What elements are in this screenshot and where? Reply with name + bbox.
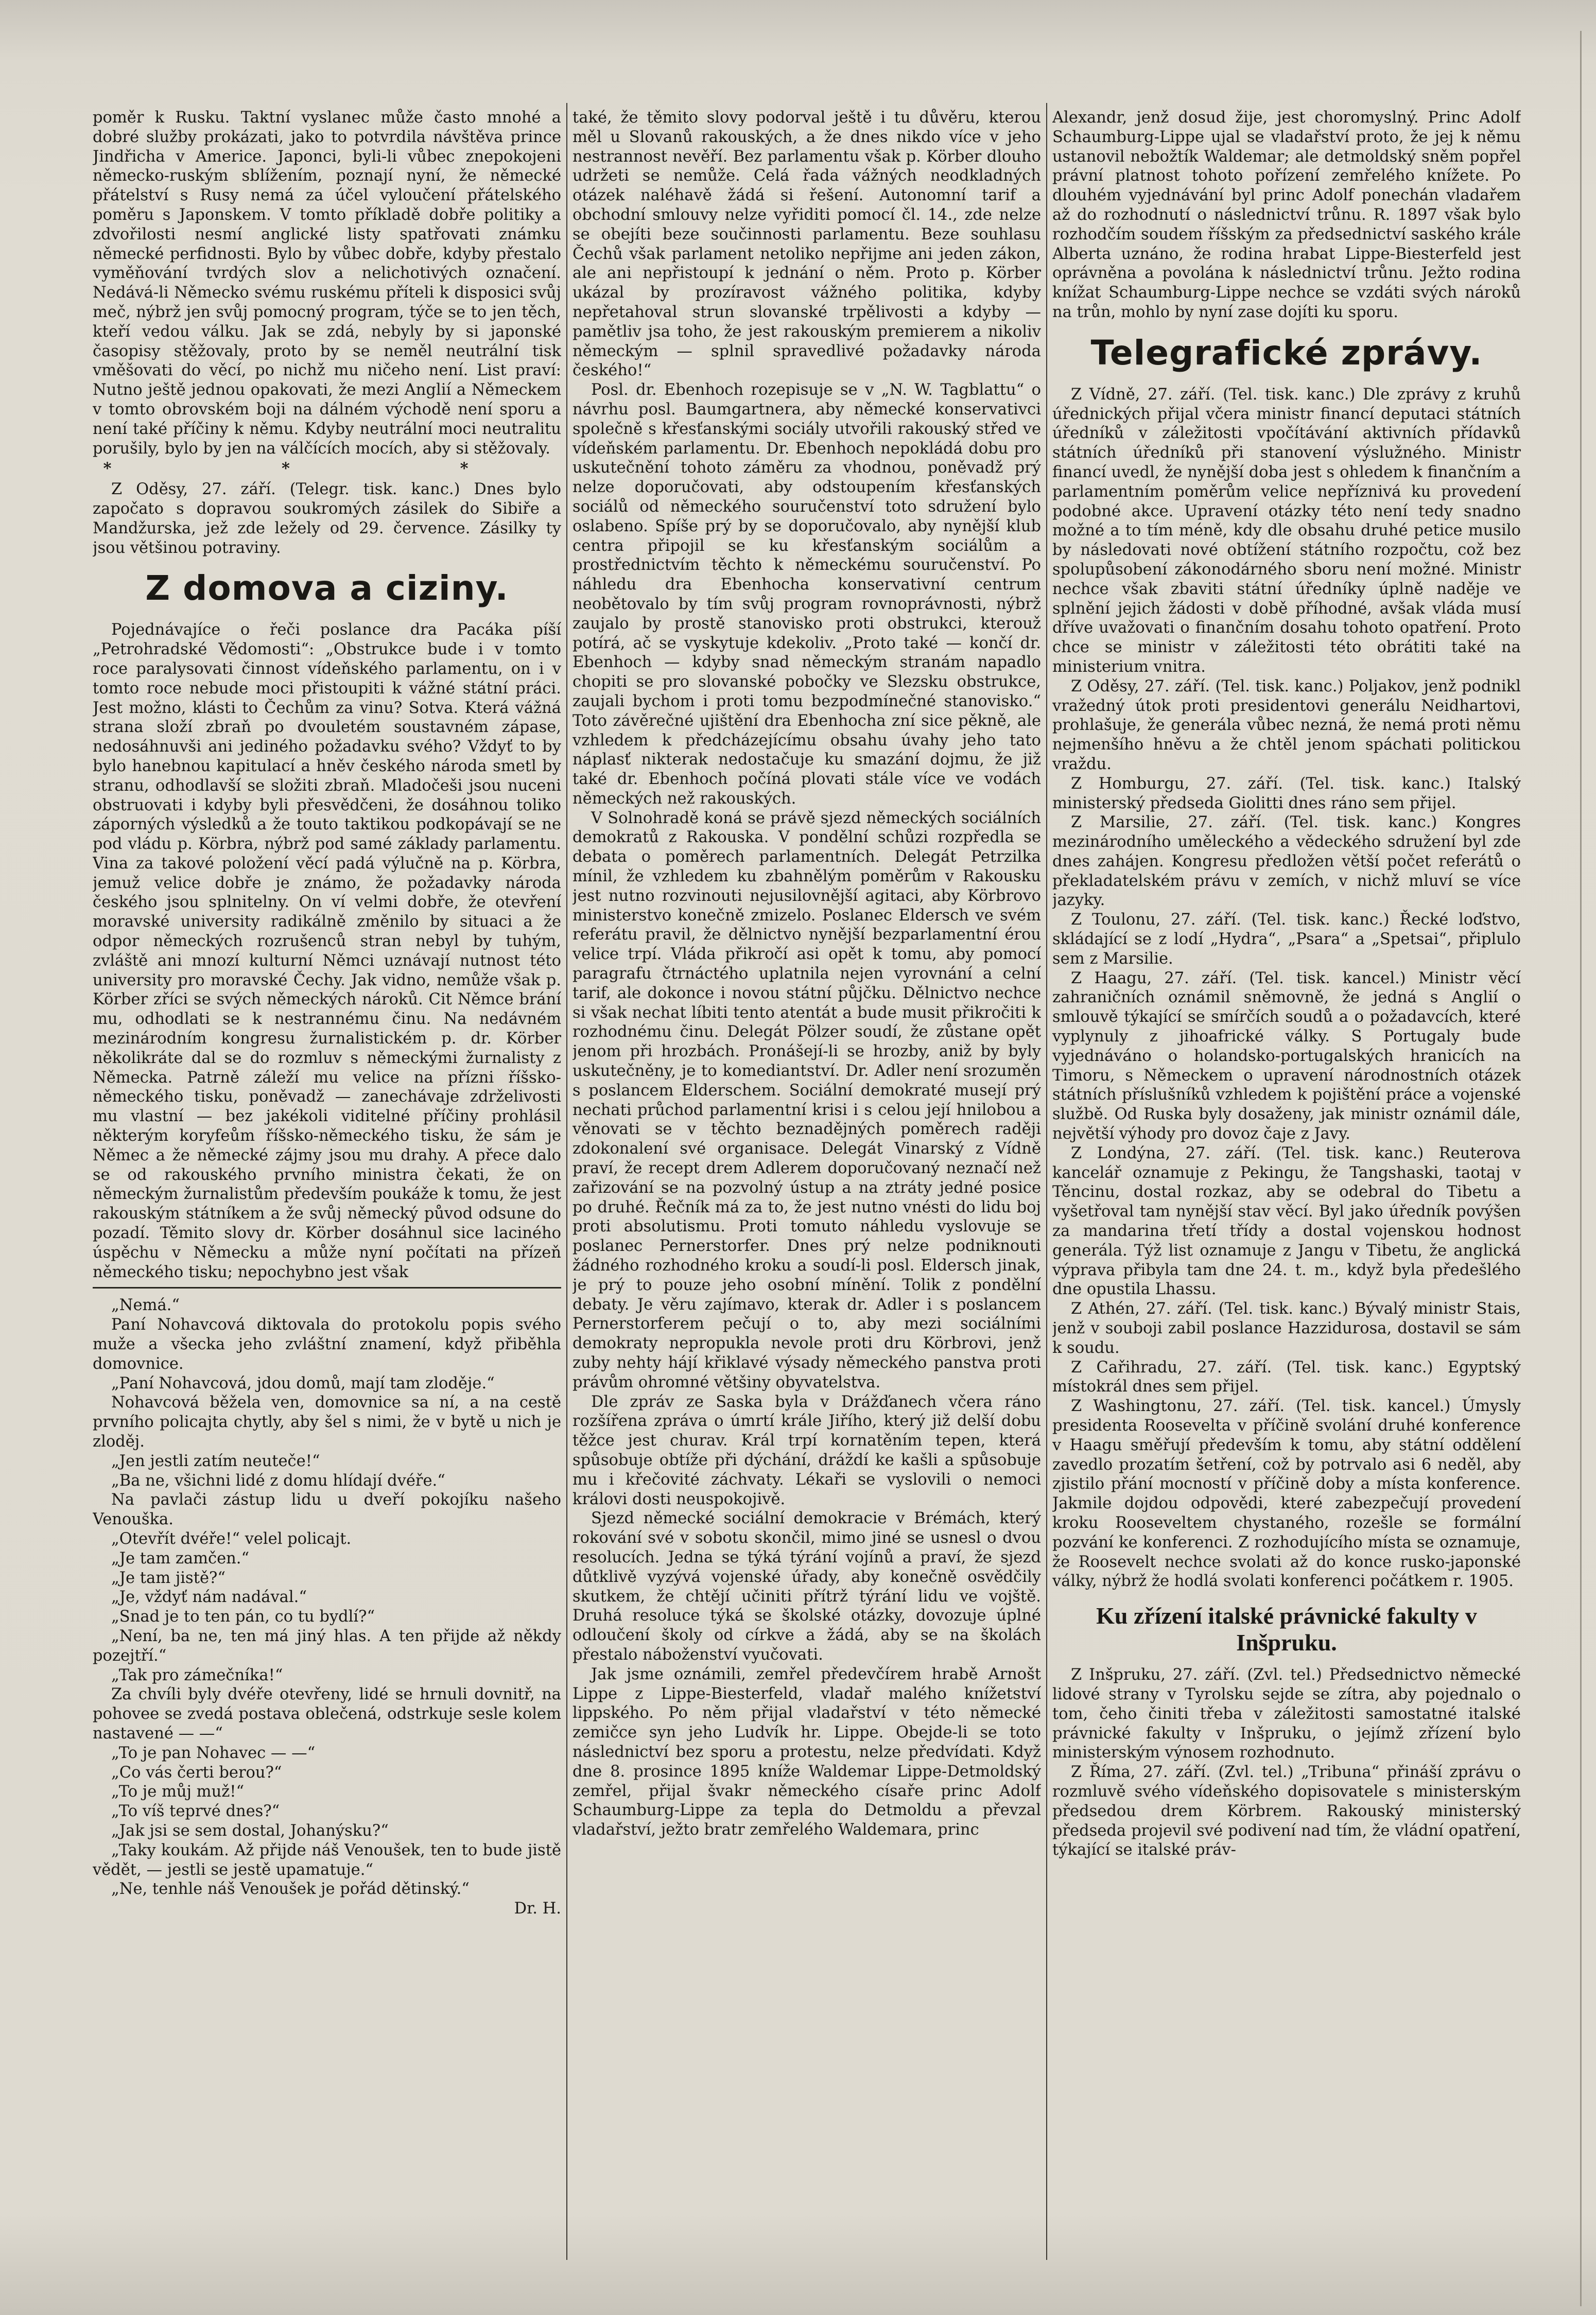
column-3 (1052, 108, 1521, 2260)
article-text: Dle zpráv ze Saska byla v Drážďanech včera ráno rozšířena zpráva o úmrtí krále Jiřího, který již delší dobu těžce jest churav. Král trpí kornatěním tepen, která spůsobuje obtíže při dýchání, dráždí ke kašli a spůsobuje mu i křečovité záchvaty. Lékaři se vyslovili o nemoci královi dosti neuspokojivě. (573, 1393, 1041, 1508)
author-signature: Dr. H. (514, 1900, 561, 1918)
story-paragraph: „To je pan Nohavec — —“ (111, 1744, 316, 1762)
story-paragraph: „To víš teprvé dnes?“ (111, 1802, 280, 1821)
telegram-item: Z Washingtonu, 27. září. (Tel. tisk. kancel.) Úmysly presidenta Roosevelta v příčině svolání druhé konference v Haagu směřují především k tomu, aby státní oddělení zavedlo prozatím šetření, což by potrvalo asi 6 neděl, aby zjistilo přání mocností v příčině doby a místa konference. Jakmile dojdou odpovědi, které zabezpečují provedení kroku Rooseveltem chystaného, rozešle se formální pozvání ke konferenci. Z rozhodujícího místa se oznamuje, že Roosevelt nechce svolati až do konce rusko-japonské války, nýbrž že hodlá svolati konferenci počátkem r. 1905. (1052, 1397, 1521, 1591)
article-text: Posl. dr. Ebenhoch rozepisuje se v „N. W. Tagblattu“ o návrhu posl. Baumgartnera, aby německé konservativci společně s křesťanskými sociály utvořili rakouský střed ve vídeňském parlamentu. Dr. Ebenhoch nepokládá dobu pro uskutečnění tohoto záměru za vhodnou, poněvadž prý nelze doporučovati, aby odstoupením křesťanských sociálů od německého souručenství toto sdružení bylo oslabeno. Spíše prý by se doporučovalo, aby nynější klub centra připojil se ku křesťanským sociálům a prostřednictvím těchto k německému souručenství. Po náhledu dra Ebenhocha konservativní centrum neobětovalo by tím svůj program rovnoprávnosti, nýbrž zaujalo by prostě stanovisko proti obstrukci, kterouž potírá, ač se vyskytuje kdekoliv. „Proto také — končí dr. Ebenhoch — kdyby snad německým stranám napadlo chopiti se pro slovanské pobočky ve Slezsku obstrukce, zaujali bychom i proti tomu bezpodmínečné stanovisko.“ Toto závěrečné ujištění dra Ebenhocha zní sice pěkně, ale vzhledem k předcházejícímu obsahu úvahy jeho tato náplasť nikterak nedostačuje ku smazání dojmu, že již také dr. Ebenhoch počíná plovati stále více ve vodách německých než rakouských. (573, 381, 1041, 808)
story-paragraph: „Snad je to ten pán, co tu bydlí?“ (111, 1608, 375, 1626)
story-paragraph: „Je tam jistě?“ (111, 1569, 225, 1587)
story-paragraph: „Taky koukám. Až přijde náš Venoušek, ten to bude jistě vědět, — jestli se jestě upamatuje.“ (93, 1841, 561, 1879)
telegram-item: Z Toulonu, 27. září. (Tel. tisk. kanc.) Řecké loďstvo, skládající se z lodí „Hydra“, „Psara“ a „Spetsai“, připlulo sem z Marsilie. (1052, 911, 1521, 968)
telegram-item: Z Homburgu, 27. září. (Tel. tisk. kanc.) Italský ministerský předseda Giolitti dnes ráno sem přijel. (1052, 774, 1521, 812)
column-1 (93, 108, 561, 2260)
article-text: V Solnohradě koná se právě sjezd německých sociálních demokratů z Rakouska. V pondělní schůzi rozpředla se debata o poměrech parlamentních. Delegát Petrzilka mínil, že vzhledem ku zbahnělým poměrům v Rakousku jest nutno rozvinouti nejusilovnější agitaci, aby Körbrovo ministerstvo konečně zmizelo. Poslanec Eldersch ve svém referátu pravil, že dělnictvo nynější bezparlamentní érou velice trpí. Vláda přikročí asi opět k tomu, aby pomocí paragrafu čtrnáctého uplatnila nejen vyrovnání a celní tarif, ale dokonce i novou státní půjčku. Dělnictvo nechce si však nechat líbiti tento atentát a bude musit přikročiti k rozhodnému činu. Delegát Pölzer soudí, že zůstane opět jenom při hrozbách. Pronášejí-li se hrozby, aniž by byly uskutečněny, je to komediantství. Dr. Adler není srozuměn s poslancem Elderschem. Sociální demokraté musejí prý nechati průchod parlamentní krisi i s celou její hnilobou a věnovati se v těchto beznadějných poměrech raději zdokonalení své organisace. Delegát Vinarský z Vídně praví, že recept drem Adlerem doporučovaný neznačí než zařizování se na pozvolný ústup a na ztráty jedné posice po druhé. Řečník má za to, že jest nutno vnésti do lidu boj proti absolutismu. Proti tomuto náhledu vyslovuje se poslanec Pernerstorfer. Dnes prý nelze podniknouti žádného rozhodného kroku a soudí-li posl. Eldersch jinak, je prý to pouze jeho osobní mínění. Tolik z pondělní debaty. Je věru zajímavo, kterak dr. Adler i s poslancem Pernerstorferem pečují o to, aby mezi sociálními demokraty nepropukla nevole proti dru Körbrovi, jenž zuby nehty hájí křiklavé výsady německého panstva proti právům ohromné většiny obyvatelstva. (573, 809, 1041, 1391)
story-paragraph: „Paní Nohavcová, jdou domů, mají tam zloděje.“ (111, 1374, 495, 1393)
telegram-item: Z Oděsy, 27. září. (Tel. tisk. kanc.) Poljakov, jenž podnikl vražedný útok proti presidentovi generálu Neidhartovi, prohlašuje, že generála vůbec nezná, že nemá proti němu nejmenšího hněvu a že chtěl jenom spáchati politickou vraždu. (1052, 677, 1521, 773)
section-divider-stars: * * * (103, 459, 551, 478)
subsection-heading: Ku zřízení italské právnické fakulty v Inšpruku. (1096, 1603, 1477, 1656)
section-heading: Telegrafické zprávy. (1090, 333, 1483, 373)
story-paragraph: Nohavcová běžela ven, domovnice sa ní, a na cestě prvního policajta chytly, aby šel s nimi, že v bytě u nich je zloděj. (93, 1394, 561, 1451)
story-paragraph: „Nemá.“ (111, 1296, 180, 1315)
story-paragraph: Paní Nohavcová diktovala do protokolu popis svého muže a všecka jeho zvláštní znamení, když přiběhla domovnice. (93, 1316, 561, 1373)
news-item: Z Oděsy, 27. září. (Telegr. tisk. kanc.) Dnes bylo započato s dopravou soukromých zásilek do Sibiře a Mandžurska, jež zde ležely od 29. července. Zásilky ty jsou většinou potraviny. (93, 480, 561, 557)
telegram-item: Z Athén, 27. září. (Tel. tisk. kanc.) Bývalý ministr Stais, jenž v souboji zabil poslance Hazzidurosa, dostavil se sám k soudu. (1052, 1300, 1521, 1357)
story-paragraph: „Je tam zamčen.“ (111, 1549, 250, 1568)
story-paragraph: „Jen jestli zatím neuteče!“ (111, 1452, 320, 1470)
story-paragraph: „Jak jsi se sem dostal, Johanýsku?“ (111, 1821, 389, 1840)
article-text: Pojednávajíce o řeči poslance dra Pacáka píší „Petrohradské Vědomosti“: „Obstrukce bude i v tomto roce paralysovati činnost vídeňského parlamentu, on i v tomto roce nebude moci přistoupiti k vážné státní práci. Jest možno, klásti to Čechům za vinu? Sotva. Která vážná strana složí zbraň po dvouletém soustavném zápase, nedosáhnuvši ani jediného požadavku svého? Vždyť to by bylo hanebnou kapitulací a hněv českého národa smetl by stranu, odhodlavší se složiti zbraň. Mladočeši jsou nuceni obstruovati i kdyby byli přesvědčeni, že dosáhnou toliko záporných výsledků a že touto taktikou podkopávají se ne pod vládu p. Körbra, nýbrž pod samé základy parlamentu. Vina za takové položení věcí padá výlučně na p. Körbra, jemuž velice dobře je známo, že požadavky národa českého jsou splnitelny. On ví velmi dobře, že otevření moravské university radikálně změnilo by situaci a že odpor německých rozrušenců stran nebyl by tuhým, zvláště ani mnozí kulturní Němci uznávají nutnost této university pro moravské Čechy. Jak vidno, nemůže však p. Körber zříci se svých německých nároků. Cit Němce brání mu, odhodlati se k nestrannému činu. Na nedávném mezinárodním kongresu žurnalistickém p. dr. Körber několikráte dal se do rozmluv s německými žurnalisty z Německa. Patrně záleží mu velice na přízni říšsko-německého tisku, poněvadž — zanechávaje zdrželivosti mu vlastní — bez jakékoli viditelné příčiny prohlásil některým koryfeům říšsko-německého tisku, že sám je Němec a že německé zájmy jsou mu drahy. A přece dalo se od rakouského prvního ministra čekati, že on německým žurnalistům především poukáže k tomu, že jest rakouským státníkem a že svůj německý původ odsune do pozadí. Těmito slovy dr. Körber dosáhnul sice laciného úspěchu v Německu a může nyní počítati na přízeň německého tisku; nepochybno jest však (93, 621, 561, 1281)
story-paragraph: „Ba ne, všichni lidé z domu hlídají dvéře.“ (111, 1471, 445, 1490)
telegram-item: Z Marsilie, 27. září. (Tel. tisk. kanc.) Kongres mezinárodního uměleckého a vědeckého sdružení byl zde dnes zahájen. Kongresu předložen větší počet referátů o překladatelském právu v zemích, v nichž mluví se více jazyky. (1052, 813, 1521, 910)
column-rule-right (1046, 103, 1047, 2260)
page-edge-fold (1580, 31, 1582, 2306)
article-text: Jak jsme oznámili, zemřel předevčírem hrabě Arnošt Lippe z Lippe-Biesterfeld, vladař malého knížetství lippského. Po něm přijal vladařství v této německé zemičce syn jeho Ludvík hr. Lippe. Obejde-li se toto následnictví bez sporu a protestu, nelze předvídati. Když dne 8. prosince 1895 kníže Waldemar Lippe-Detmoldský zemřel, přijal švakr německého císaře princ Adolf Schaumburg-Lippe za tepla do Detmoldu a převzal vladařství, ježto bratr zemřelého Waldemara, princ (573, 1665, 1041, 1839)
story-paragraph: „Tak pro zámečníka!“ (111, 1666, 283, 1684)
article-text: poměr k Rusku. Taktní vyslanec může často mnohé a dobré služby prokázati, jako to potvrdila návštěva prince Jindřicha v Americe. Japonci, byli-li vůbec znepokojeni německo-ruským sblížením, poznají nyní, že německé přátelství s Rusy nemá za účel vyloučení přátelského poměru s Japonskem. V tomto příkladě dobře politiky a zdvořilosti nesmí anglické listy spatřovati známku německé perfidnosti. Bylo by vůbec dobře, kdyby přestalo vyměňování tvrdých slov a nelichotivých označení. Nedává-li Německo svému ruskému příteli k disposici svůj meč, nýbrž jen svůj pomocný program, týče se to jen těch, kteří vedou válku. Jak se zdá, nebyly by si japonské časopisy stěžovaly, proto by se neměl neutrální tisk vměšovati do věcí, po nichž mu ničeho není. List praví: Nutno ještě jednou opakovati, že mezi Anglií a Německem v tomto obrovském boji na dálném východě není sporu a není také příčiny k němu. Kdyby neutrální moci neutralitu porušily, bylo by jen na válčících mocích, aby si stěžovaly. (93, 109, 561, 458)
story-paragraph: „To je můj muž!“ (111, 1783, 245, 1801)
story-paragraph: „Je, vždyť nám nadával.“ (111, 1588, 307, 1607)
feuilleton-story (93, 1296, 561, 1919)
article-text: také, že těmito slovy podorval ještě i tu důvěru, kterou měl u Slovanů rakouských, a že dnes nikdo více v jeho nestrannost nevěří. Bez parlamentu však p. Körber dlouho udržeti se nemůže. Celá řada vážných neodkladných otázek naléhavě žádá si řešení. Autonomní tarif a obchodní smlouvy nelze vyřiditi pomocí čl. 14., zde nelze se obejíti beze součinnosti parlamentu. Beze souhlasu Čechů však parlament netoliko nepřijme ani jeden zákon, ale ani nepřistoupí k jednání o něm. Proto p. Körber ukázal by prozíravost vážného politika, kdyby nepřetahoval strun slovanské trpělivosti a kdyby — pamětliv jsa toho, že jest rakouským premierem a nikoliv německým — splnil spravedlivé požadavky národa českého!“ (573, 109, 1041, 380)
story-paragraph: „Otevřít dvéře!“ velel policajt. (111, 1529, 352, 1548)
telegram-item: Z Říma, 27. září. (Zvl. tel.) „Tribuna“ přináší zprávu o rozmluvě svého vídeňského dopisovatele s ministerským předsedou drem Körbrem. Rakouský ministerský předseda projevil své podivení nad tím, že vládní opatření, týkající se italské práv- (1052, 1763, 1521, 1859)
article-text: Sjezd německé sociální demokracie v Brémách, který rokování své v sobotu skončil, mimo jiné se usnesl o dvou resolucích. Jedna se týká týrání vojínů a praví, že sjezd důtklivě vyzývá vojenské úřady, aby konečně osvědčily skutkem, že chtějí učiniti přítrž týrání lidu ve vojště. Druhá resoluce týká se školské otázky, dovozuje úplné odloučení školy od církve a žádá, aby se na školách přestalo náboženství vyučovati. (573, 1509, 1041, 1664)
telegram-item: Z Vídně, 27. září. (Tel. tisk. kanc.) Dle zprávy z kruhů úřednických přijal včera ministr financí deputaci státních úředníků v záležitosti vpočítávání aktivních přídavků státních úředníků při stanovení výslužného. Ministr financí uvedl, že nynější doba jest s ohledem k finančním a parlamentním poměrům velice nepříznivá ku provedení podobné akce. Upravení otázky této není tedy snadno možné a to tím méně, kdy dle obsahu druhé petice musilo by následovati nové obtížení státního rozpočtu, což bez spolupůsobení zákonodárného sboru není možné. Ministr nechce však zbaviti státní úředníky úplně naděje ve splnění jejich žádosti v době příhodné, avšak vláda musí dříve uvažovati o finančním dosahu tohoto opatření. Proto chce se ministr v záležitosti této obrátiti také na ministerium vnitra. (1052, 385, 1521, 676)
telegram-item: Z Londýna, 27. září. (Tel. tisk. kanc.) Reuterova kancelář oznamuje z Pekingu, že Tangshaski, taotaj v Těncinu, dostal rozkaz, aby se odebral do Tibetu a vyšetřoval tam nynější stav věcí. Byl jako úředník povýšen za mandarina třetí třídy a dostal vojenskou hodnost generála. Týž list oznamuje z Jangu v Tibetu, že anglická výprava přibyla tam dne 24. t. m., když byla předešlého dne opustila Lhassu. (1052, 1144, 1521, 1299)
section-heading: Z domova a ciziny. (145, 568, 509, 608)
column-rule-left (566, 103, 567, 2260)
column-2 (573, 108, 1041, 2260)
feuilleton-divider (93, 1287, 561, 1289)
story-paragraph: „Ne, tenhle náš Venoušek je pořád dětinský.“ (111, 1880, 470, 1899)
telegram-item: Z Haagu, 27. září. (Tel. tisk. kancel.) Ministr věcí zahraničních oznámil sněmovně, že jedná s Anglií o smlouvě týkající se smírčích soudů a o požadavcích, které vyplynuly z jihoafrické války. S Portugaly bude vyjednáváno o holandsko-portugalských hranicích na Timoru, s Německem o upravení národnostních otázek státních příslušníků vzhledem k pojištění práce a vojenské službě. Od Ruska byly dosaženy, jak ministr oznámil dále, největší výhody pro dovoz čaje z Javy. (1052, 969, 1521, 1143)
article-text: Alexandr, jenž dosud žije, jest choromyslný. Princ Adolf Schaumburg-Lippe ujal se vladařství proto, že jej k němu ustanovil nebožtík Waldemar; ale detmoldský sněm popřel právní platnost tohoto pořízení zemřelého knížete. Po dlouhém vyjednávání byl princ Adolf ponechán vladařem až do rozhodnutí o následnictví trůnu. R. 1897 však bylo rozhodčím soudem říšským za předsednictví saského krále Alberta uznáno, že rodina hrabat Lippe-Biesterfeld jest oprávněna a povolána k následnictví trůnu. Ježto rodina knížat Schaumburg-Lippe nechce se vzdáti svých nároků na trůn, mohlo by nyní zase dojíti ku sporu. (1052, 109, 1521, 321)
telegram-item: Z Cařihradu, 27. září. (Tel. tisk. kanc.) Egyptský místokrál dnes sem přijel. (1052, 1358, 1521, 1396)
telegram-item: Z Inšpruku, 27. září. (Zvl. tel.) Předsednictvo německé lidové strany v Tyrolsku sejde se zítra, aby pojednalo o tom, čeho činiti třeba v záležitosti samostatné italské právnické fakulty v Inšpruku, o jejímž zřízení bylo ministerským výnosem rozhodnuto. (1052, 1666, 1521, 1762)
story-paragraph: „Co vás čerti berou?“ (111, 1763, 282, 1782)
story-paragraph: Na pavlači zástup lidu u dveří pokojíku našeho Venouška. (93, 1491, 561, 1529)
story-paragraph: Za chvíli byly dvéře otevřeny, lidé se hrnuli dovnitř, na pohovee se zvedá postava oblečená, odstrkuje sesle kolem nastavené — —“ (93, 1685, 561, 1743)
story-paragraph: „Není, ba ne, ten má jiný hlas. A ten přijde až někdy pozejtří.“ (93, 1627, 561, 1665)
